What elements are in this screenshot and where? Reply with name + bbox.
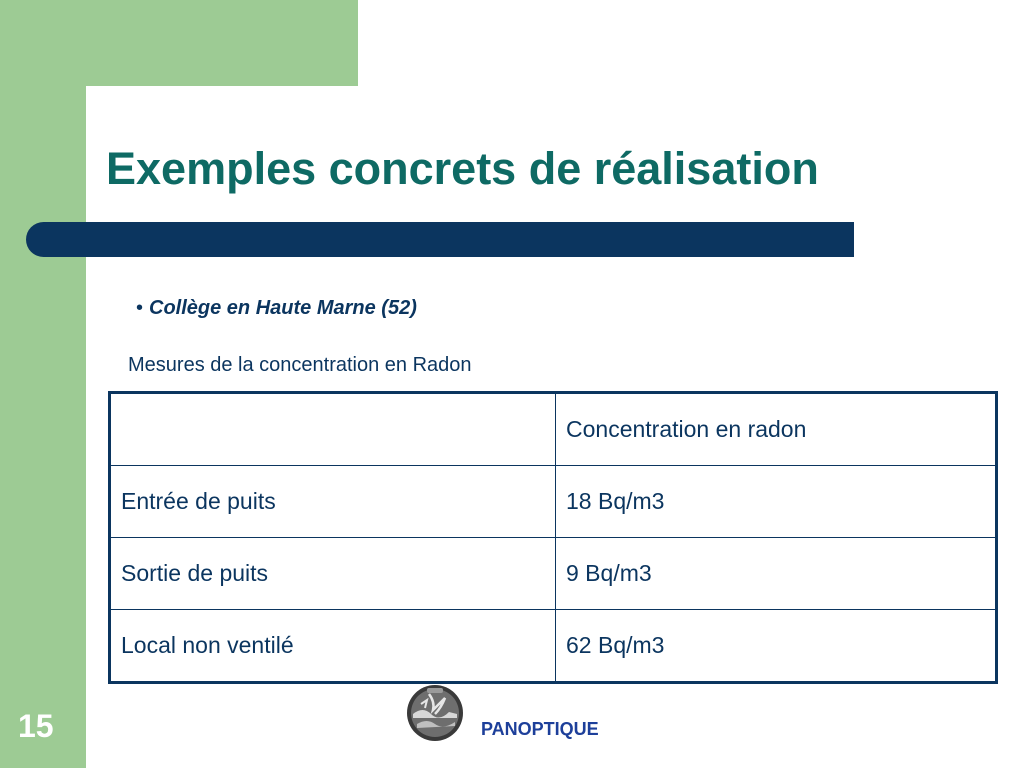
row-label-cell: Sortie de puits — [110, 538, 556, 610]
header-cell-concentration: Concentration en radon — [556, 393, 997, 466]
title-underline-bar — [26, 222, 854, 257]
table-row — [110, 610, 997, 683]
footer-panoptique: PANOPTIQUE — [481, 719, 599, 739]
table-row — [110, 466, 997, 538]
panoptique-logo-icon — [405, 684, 465, 742]
bullet-dot-icon: • — [136, 297, 144, 319]
table-caption: Mesures de la concentration en Radon — [128, 354, 472, 376]
bullet-text: Collège en Haute Marne (52) — [149, 297, 417, 319]
slide-number: 15 — [18, 708, 54, 744]
header-cell-empty — [110, 393, 556, 466]
radon-table — [108, 391, 998, 684]
row-value-cell: 9 Bq/m3 — [556, 538, 997, 610]
slide-title: Exemples concrets de réalisation — [106, 143, 819, 194]
row-label-cell: Local non ventilé — [110, 610, 556, 683]
row-label-cell: Entrée de puits — [110, 466, 556, 538]
green-accent-left — [0, 0, 86, 768]
row-value-cell: 18 Bq/m3 — [556, 466, 997, 538]
table-header-row — [110, 393, 997, 466]
bullet-item — [136, 297, 417, 320]
row-value-cell: 62 Bq/m3 — [556, 610, 997, 683]
table-row — [110, 538, 997, 610]
